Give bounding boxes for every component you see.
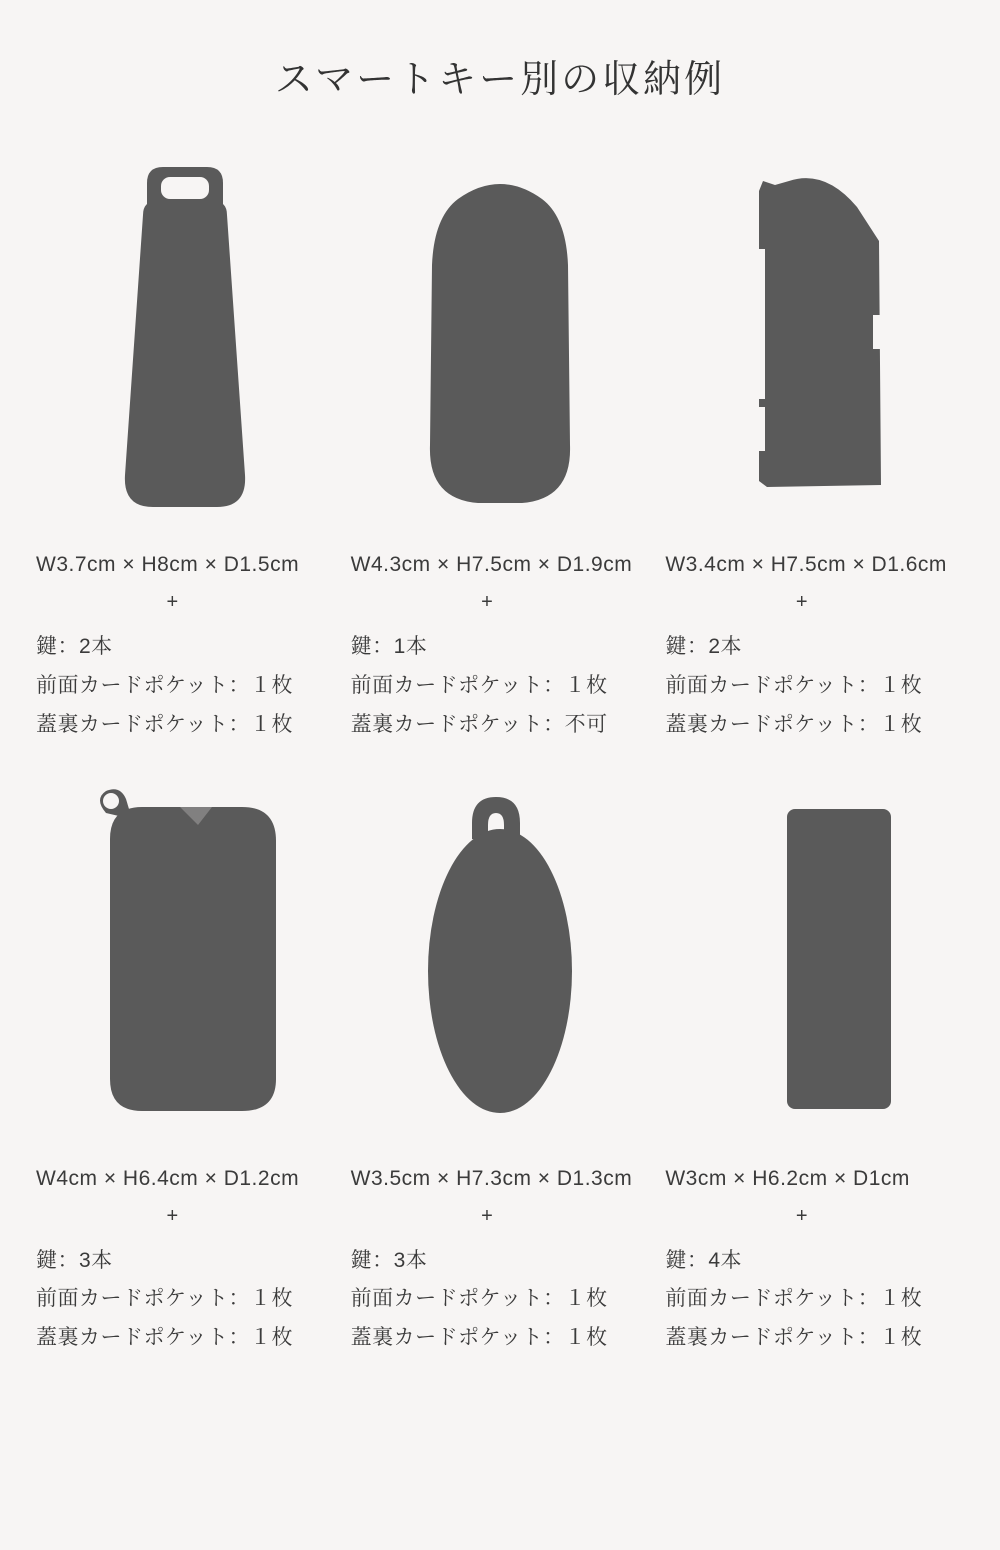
dimensions-text: W3.4cm × H7.5cm × D1.6cm [665,553,947,576]
key-example-card [657,151,972,745]
key-shape-container [347,775,654,1145]
key-example-specs [661,1167,968,1359]
lid-pocket-text: 蓋裏カードポケット：１枚 [36,1326,293,1350]
keys-count-text: 鍵：4本 [665,1248,743,1272]
key-shape-rounded-tab-icon [95,155,275,525]
lid-pocket-text: 蓋裏カードポケット：不可 [350,712,608,736]
keys-count-text: 鍵：3本 [350,1248,428,1272]
dimensions-text: W4cm × H6.4cm × D1.2cm [36,1166,300,1190]
key-example-card [657,775,972,1359]
key-example-card [343,151,658,745]
lid-pocket-text: 蓋裏カードポケット：１枚 [36,712,293,736]
key-shape-container [661,775,968,1145]
key-example-card [343,775,658,1359]
dimensions-text: W3.7cm × H8cm × D1.5cm [36,553,300,576]
keys-count-text: 鍵：2本 [665,635,743,658]
plus-symbol: + [481,591,493,613]
keys-count-text: 鍵：3本 [36,1248,113,1272]
key-shape-container [32,151,339,531]
dimensions-text: W3.5cm × H7.3cm × D1.3cm [350,1166,633,1190]
plus-symbol: + [481,1204,493,1227]
plus-symbol: + [166,1204,179,1227]
lid-pocket-text: 蓋裏カードポケット：１枚 [665,1326,923,1350]
key-example-specs [661,553,968,745]
lid-pocket-text: 蓋裏カードポケット：１枚 [350,1326,608,1350]
plus-symbol: + [166,591,179,613]
key-example-card [28,775,343,1359]
front-pocket-text: 前面カードポケット：１枚 [665,673,923,697]
key-example-specs [32,553,339,745]
plus-symbol: + [795,1204,808,1227]
key-example-card [28,151,343,745]
front-pocket-text: 前面カードポケット：１枚 [350,1287,608,1311]
key-shape-container [661,151,968,531]
dimensions-text: W4.3cm × H7.5cm × D1.9cm [350,553,633,576]
keys-count-text: 鍵：2本 [36,635,113,658]
lid-pocket-text: 蓋裏カードポケット：１枚 [665,712,923,736]
key-shape-rounded-wide-icon [400,155,600,525]
key-shape-container [32,775,339,1145]
keys-count-text: 鍵：1本 [350,635,428,658]
plus-symbol: + [795,591,808,613]
key-examples-grid [0,151,1000,1358]
key-example-specs [347,1167,654,1359]
key-shape-container [347,151,654,531]
front-pocket-text: 前面カードポケット：１枚 [36,673,293,697]
front-pocket-text: 前面カードポケット：１枚 [36,1287,293,1311]
key-example-specs [32,1167,339,1359]
key-example-specs [347,553,654,745]
key-shape-angular-icon [715,155,915,525]
key-shape-oval-icon [400,779,600,1139]
page-title: スマートキー別の収納例 [274,59,726,101]
front-pocket-text: 前面カードポケット：１枚 [665,1287,923,1311]
dimensions-text: W3cm × H6.2cm × D1cm [665,1166,910,1190]
key-shape-rectangle-icon [715,779,915,1139]
front-pocket-text: 前面カードポケット：１枚 [350,673,608,697]
key-shape-loop-corner-icon [80,779,290,1139]
